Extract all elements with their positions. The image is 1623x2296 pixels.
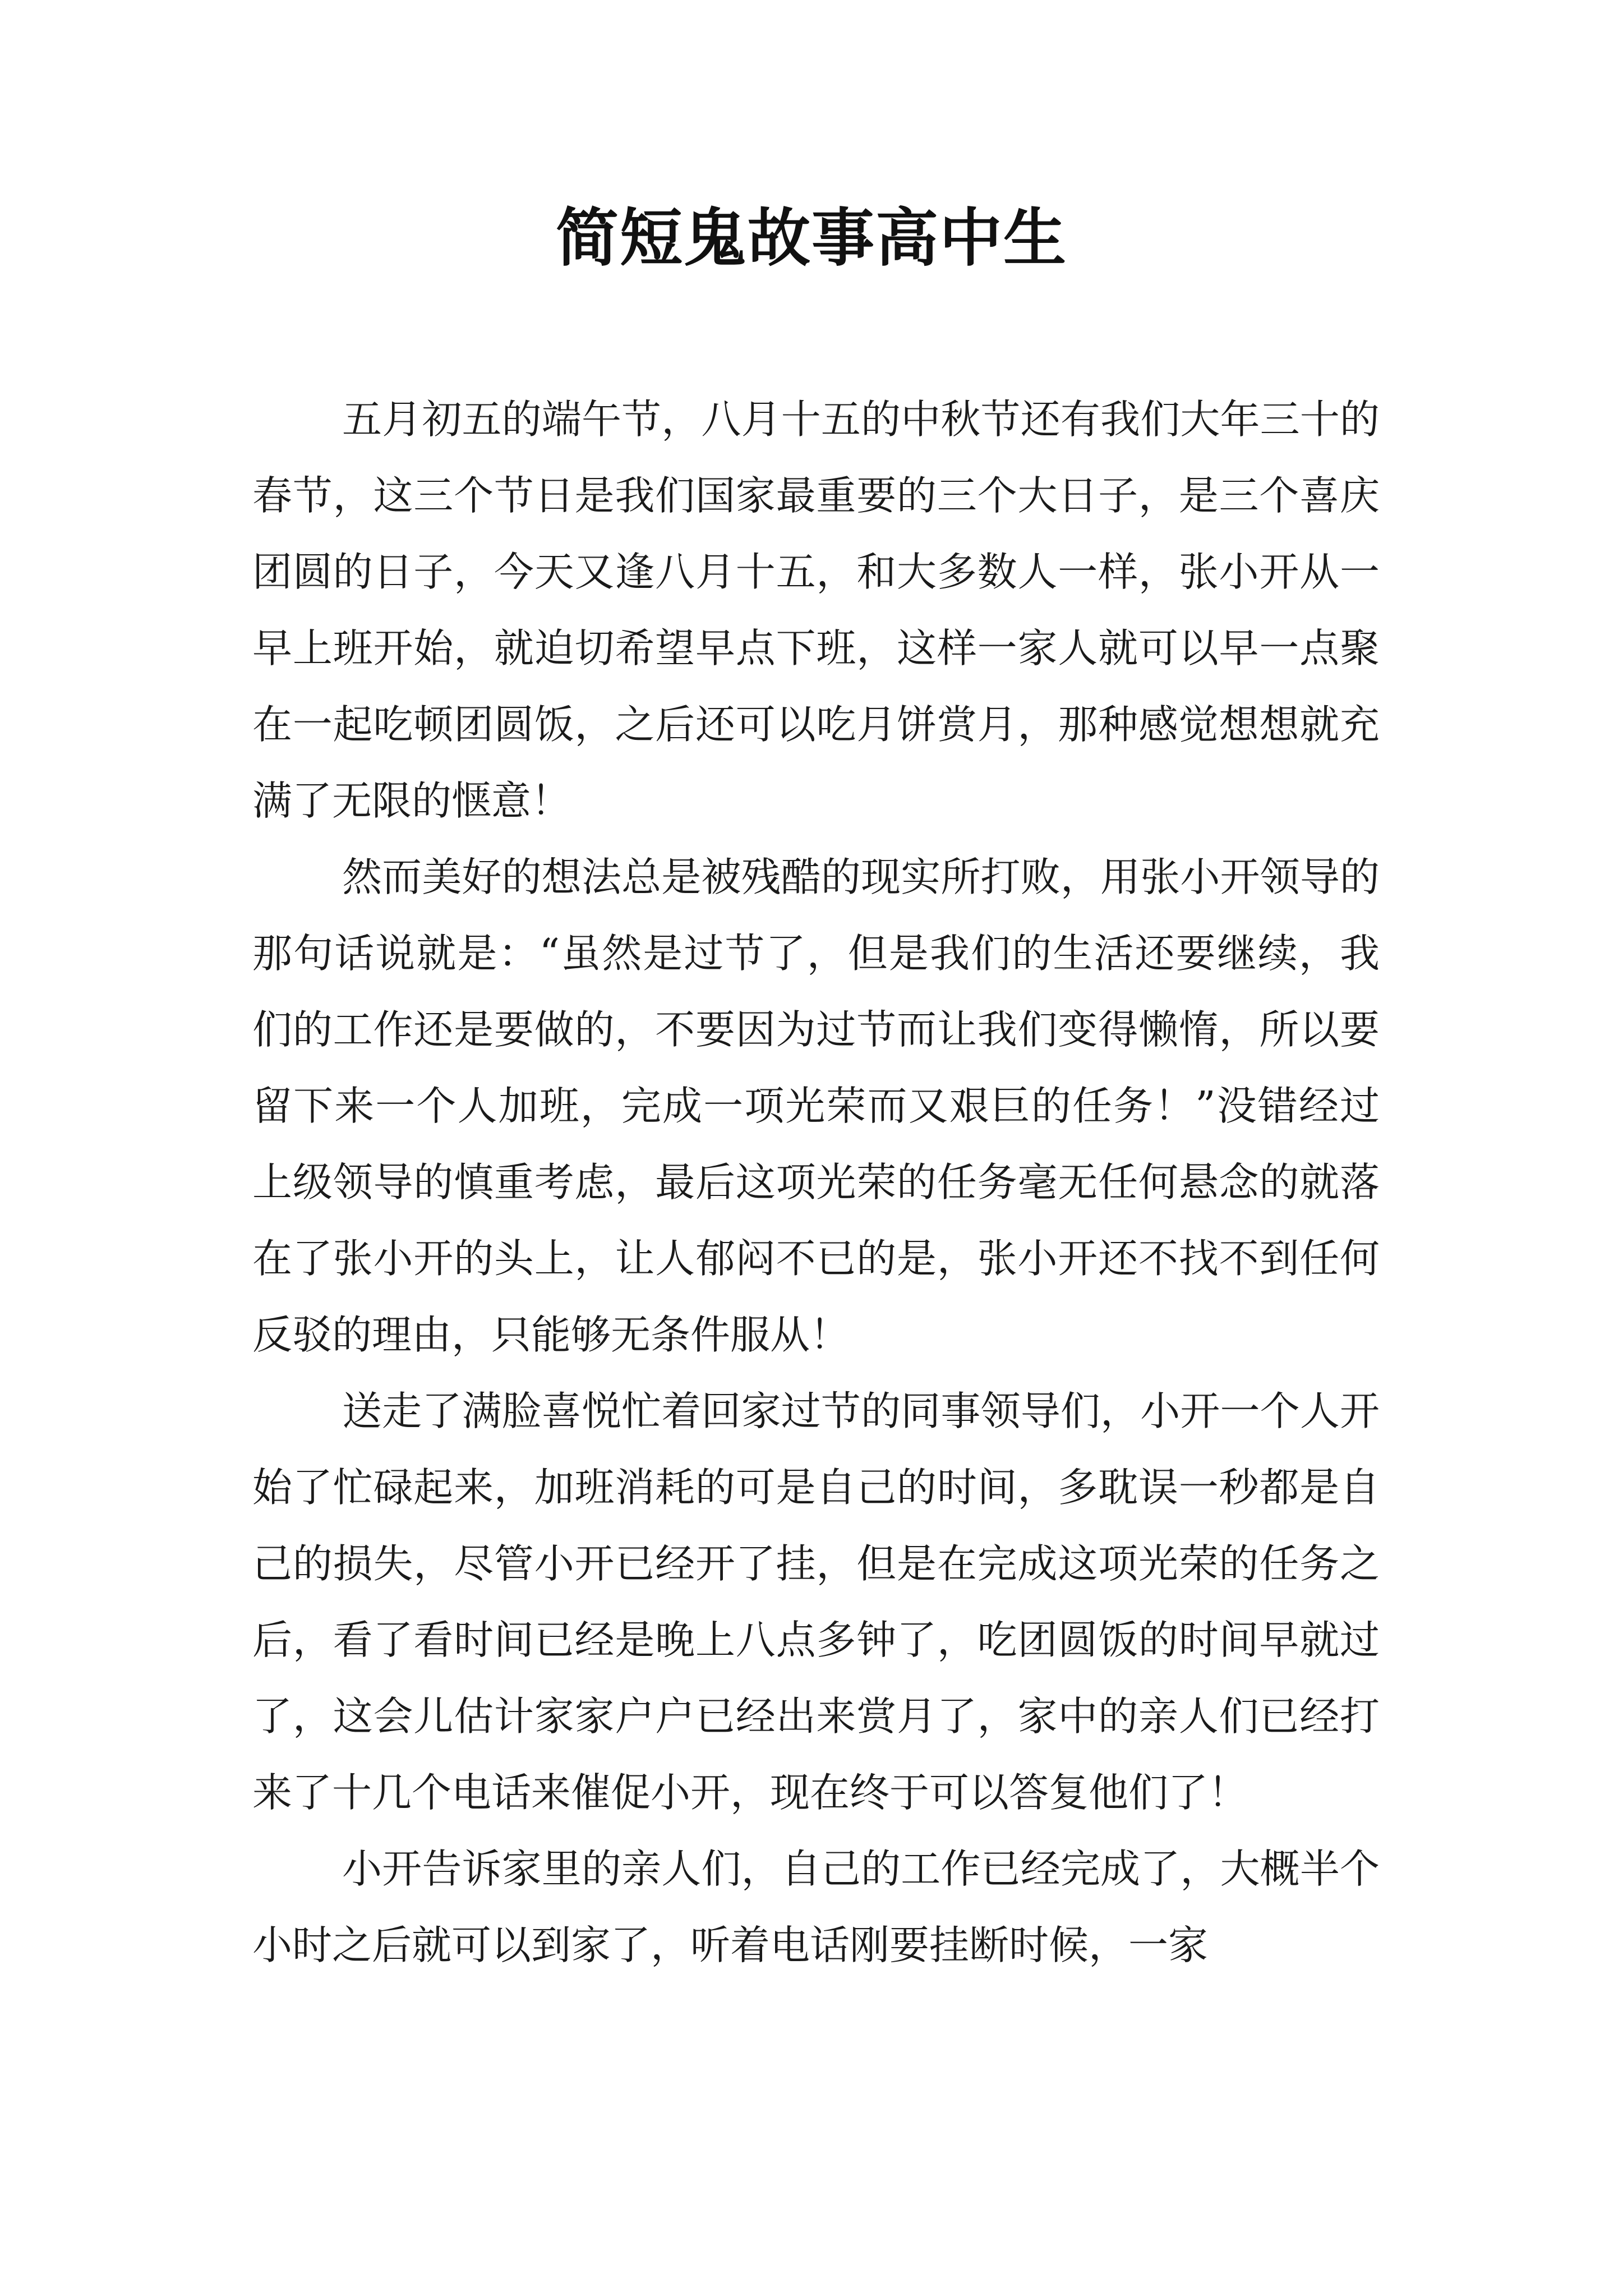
paragraph-3: 送走了满脸喜悦忙着回家过节的同事领导们，小开一个人开始了忙碌起来，加班消耗的可是自己的时间，多耽误一秒都是自己的损失，尽管小开已经开了挂，但是在完成这项光荣的任务之后，看了看时间已经是晚上八点多钟了，吃团圆饭的时间早就过了，这会儿估计家家户户已经出来赏月了，家中的亲人们已经打来了十几个电话来催促小开，现在终于可以答复他们了！	[252, 1388, 1380, 1816]
paragraph-2: 然而美好的想法总是被残酷的现实所打败，用张小开领导的那句话说就是：“虽然是过节了，但是我们的生活还要继续，我们的工作还是要做的，不要因为过节而让我们变得懒惰，所以要留下来一个人加班，完成一项光荣而又艰巨的任务！”没错经过上级领导的慎重考虑，最后这项光荣的任务毫无任何悬念的就落在了张小开的头上，让人郁闷不已的是，张小开还不找不到任何反驳的理由，只能够无条件服从！	[252, 854, 1380, 1358]
paragraph-4: 小开告诉家里的亲人们，自己的工作已经完成了，大概半个小时之后就可以到家了，听着电话刚要挂断时候，一家	[252, 1846, 1380, 1968]
paragraph-1: 五月初五的端午节，八月十五的中秋节还有我们大年三十的春节，这三个节日是我们国家最重要的三个大日子，是三个喜庆团圆的日子，今天又逢八月十五，和大多数人一样，张小开从一早上班开始，就迫切希望早点下班，这样一家人就可以早一点聚在一起吃顿团圆饭，之后还可以吃月饼赏月，那种感觉想想就充满了无限的惬意！	[252, 396, 1380, 824]
document-title: 简短鬼故事高中生	[556, 201, 1067, 275]
document-body	[252, 381, 1380, 1984]
